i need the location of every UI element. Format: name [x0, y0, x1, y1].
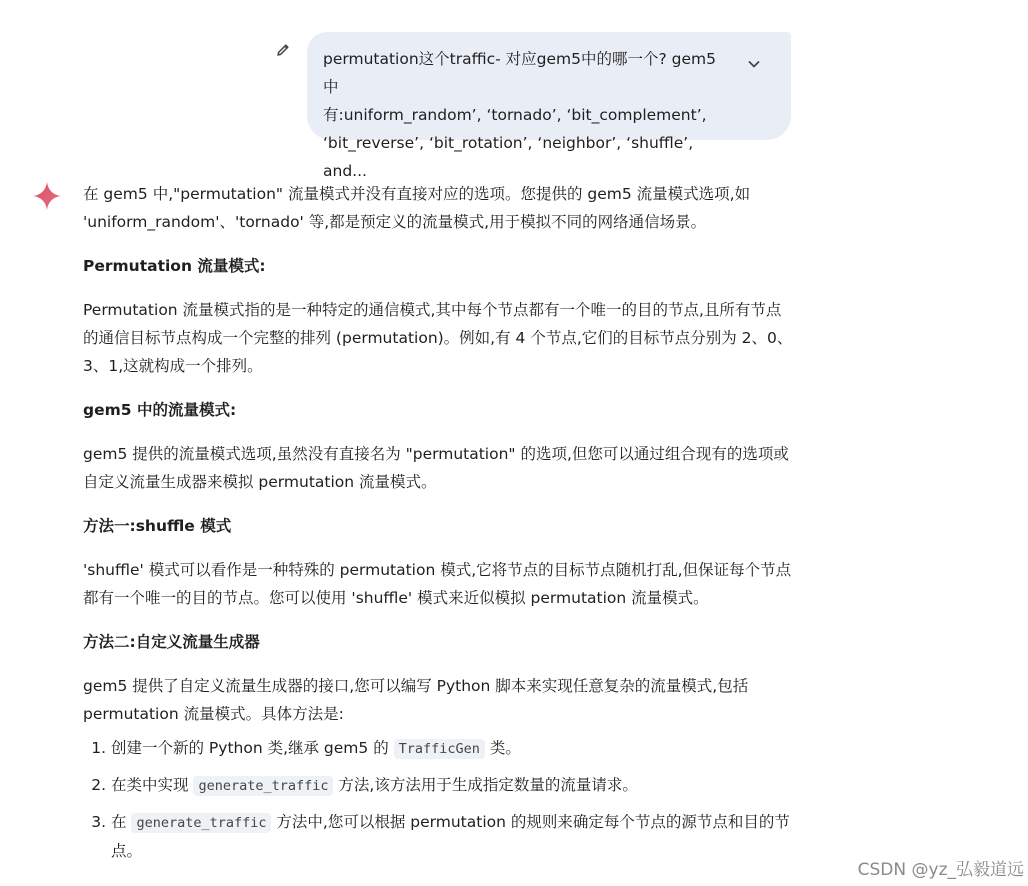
section-heading-permutation: Permutation 流量模式: [83, 257, 266, 275]
section-heading-method-2: 方法二:自定义流量生成器 [83, 633, 260, 651]
list-item: 2. 在类中实现 generate_traffic 方法,该方法用于生成指定数量的流量请求。 [111, 771, 793, 800]
pencil-icon[interactable] [273, 40, 293, 60]
list-item: 3. 在 generate_traffic 方法中,您可以根据 permutation 的规则来确定每个节点的源节点和目的节点。 [111, 808, 793, 865]
response-intro: 在 gem5 中,"permutation" 流量模式并没有直接对应的选项。您提供的 gem5 流量模式选项,如 'uniform_random'、'tornado' 等,都是预定义的流量模式,用于模拟不同的网络通信场景。 [83, 185, 751, 231]
section-body-gem5-modes: gem5 提供的流量模式选项,虽然没有直接名为 "permutation" 的选项,但您可以通过组合现有的选项或自定义流量生成器来模拟 permutation 流量模式。 [83, 445, 789, 491]
section-body-method-2: gem5 提供了自定义流量生成器的接口,您可以编写 Python 脚本来实现任意复杂的流量模式,包括 permutation 流量模式。具体方法是: [83, 677, 749, 723]
csdn-watermark: CSDN @yz_弘毅道远 [857, 860, 1024, 880]
user-prompt-bubble [307, 32, 791, 180]
expand-prompt-button[interactable] [738, 50, 770, 78]
chevron-down-icon [746, 56, 762, 72]
inline-code: generate_traffic [131, 813, 271, 833]
model-response [83, 180, 793, 873]
user-prompt-text: permutation这个traffic- 对应gem5中的哪一个? gem5中 有:uniform_random’, ‘tornado’, ‘bit_complement’, ‘bit_reverse’, ‘bit_rotation’, ‘neighbor’, ‘shuffle’, and... [323, 50, 716, 180]
gemini-sparkle-icon [32, 181, 62, 211]
section-body-method-1: 'shuffle' 模式可以看作是一种特殊的 permutation 模式,它将节点的目标节点随机打乱,但保证每个节点都有一个唯一的目的节点。您可以使用 'shuffle' 模式来近似模拟 permutation 流量模式。 [83, 561, 792, 607]
section-body-permutation: Permutation 流量模式指的是一种特定的通信模式,其中每个节点都有一个唯一的目的节点,且所有节点的通信目标节点构成一个完整的排列 (permutation)。例如,有 4 个节点,它们的目标节点分别为 2、0、3、1,这就构成一个排列。 [83, 301, 793, 375]
inline-code: generate_traffic [193, 776, 333, 796]
section-heading-method-1: 方法一:shuffle 模式 [83, 517, 232, 535]
inline-code: TrafficGen [394, 739, 485, 759]
steps-list [83, 734, 793, 865]
section-heading-gem5-modes: gem5 中的流量模式: [83, 401, 237, 419]
list-item: 1. 创建一个新的 Python 类,继承 gem5 的 TrafficGen 类。 [111, 734, 793, 763]
